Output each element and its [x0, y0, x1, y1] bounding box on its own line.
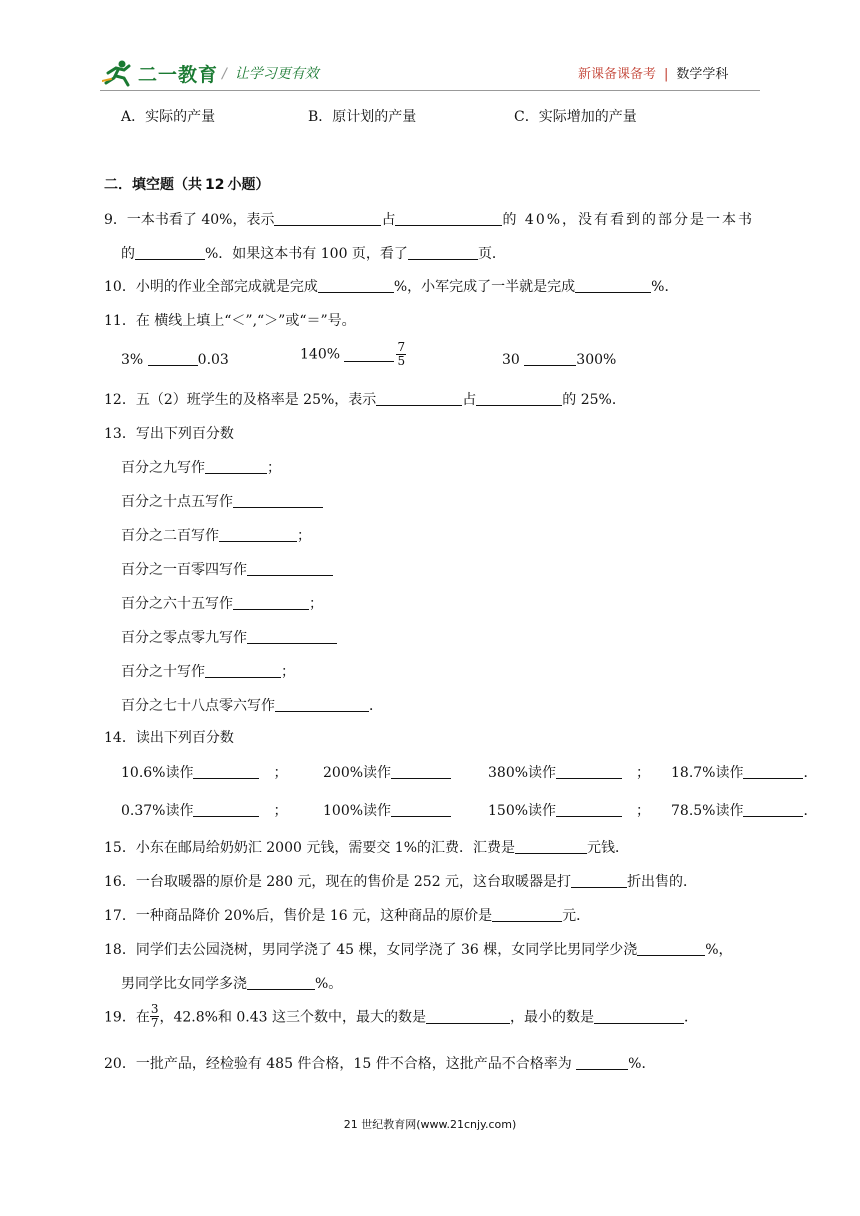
q13-item: [121, 661, 295, 681]
q14-item-label: 100%读作: [323, 803, 392, 819]
q14-item-label: 18.7%读作: [671, 765, 744, 781]
q13-item-label: 百分之十点五写作: [121, 494, 233, 510]
q14-item-blank[interactable]: [743, 764, 803, 779]
q14-item-end: ；: [273, 803, 288, 819]
question-13-title: 13．写出下列百分数: [104, 426, 234, 442]
q13-item-blank[interactable]: [205, 459, 267, 474]
q10-blank-1[interactable]: [318, 278, 394, 293]
q14-item-blank[interactable]: [193, 802, 259, 817]
q14-item-label: 150%读作: [488, 803, 557, 819]
question-20: 20．一批产品，经检验有 485 件合格，15 件不合格，这批产品不合格率为 %．: [104, 1056, 656, 1072]
q10-blank-2[interactable]: [575, 278, 651, 293]
q14-item-end: ；: [636, 803, 651, 819]
header-slogan: / 让学习更有效: [222, 66, 319, 82]
running-man-logo-icon: [102, 59, 134, 87]
q14-item-blank[interactable]: [391, 802, 451, 817]
q11-blank-1[interactable]: [148, 351, 198, 366]
q14-item-end: ；: [636, 765, 651, 781]
q13-item: [121, 457, 281, 477]
q13-item-end: ；: [281, 664, 295, 680]
q14-item-label: 0.37%读作: [121, 803, 194, 819]
question-11: 11．在 横线上填上“＜”,“＞”或“＝”号。: [104, 313, 356, 329]
q11-blank-3[interactable]: [524, 351, 576, 366]
section-title: 二．填空题（共 12 小题）: [104, 177, 270, 193]
question-9-line-2: 的 %．如果这本书有 100 页，看了 页．: [121, 246, 506, 262]
q14-item: [671, 762, 817, 782]
header-right: [578, 63, 728, 82]
header-separator: |: [664, 67, 669, 82]
q14-item-blank[interactable]: [193, 764, 259, 779]
q13-item: [121, 695, 383, 715]
q8-option-c: C．实际增加的产量: [514, 109, 637, 125]
question-14-title: 14．读出下列百分数: [104, 730, 234, 746]
q18-blank-1[interactable]: [637, 941, 705, 956]
q13-item-blank[interactable]: [233, 493, 323, 508]
q11-compare-1: 3% 0.03: [121, 352, 229, 368]
q13-item: [121, 559, 333, 579]
q8-option-b: B．原计划的产量: [308, 109, 417, 125]
q14-item-label: 78.5%读作: [671, 803, 744, 819]
q9-blank-4[interactable]: [408, 245, 478, 260]
question-16: 16．一台取暖器的原价是 280 元，现在的售价是 252 元，这台取暖器是打 折出售的．: [104, 874, 698, 890]
question-18-line-2: 男同学比女同学多浇 %。: [121, 976, 343, 992]
q14-item-blank[interactable]: [743, 802, 803, 817]
q13-item-label: 百分之七十八点零六写作: [121, 698, 275, 714]
q13-item-label: 百分之六十五写作: [121, 596, 233, 612]
q19-fraction: $\frac{3}{7}$: [150, 1002, 159, 1030]
q14-item-blank[interactable]: [391, 764, 451, 779]
question-15: 15．小东在邮局给奶奶汇 2000 元钱，需要交 1%的汇费．汇费是 元钱．: [104, 840, 630, 856]
q13-item-end: ；: [267, 460, 281, 476]
q20-blank[interactable]: [576, 1055, 628, 1070]
q16-blank[interactable]: [571, 873, 627, 888]
q11-blank-2[interactable]: [344, 347, 394, 362]
q13-item-label: 百分之十写作: [121, 664, 205, 680]
q14-item: [323, 800, 451, 820]
q13-item-blank[interactable]: [233, 595, 309, 610]
header-subject-b: 数学学科: [676, 67, 729, 82]
q9-blank-3[interactable]: [135, 245, 205, 260]
q14-item: [121, 762, 287, 782]
q11-fraction: $\frac{7}{5}$: [397, 340, 406, 368]
q19-blank-1[interactable]: [426, 1009, 510, 1024]
q13-item: [121, 627, 337, 647]
q14-item: [121, 800, 287, 820]
q12-blank-2[interactable]: [476, 391, 562, 406]
q14-item-end: ．: [803, 803, 818, 819]
question-10: 10．小明的作业全部完成就是完成 %，小军完成了一半就是完成 %．: [104, 279, 679, 295]
q13-item: [121, 593, 323, 613]
header-divider: [100, 90, 760, 91]
q14-item-end: ；: [273, 765, 288, 781]
logo: [102, 58, 218, 88]
q14-item: [671, 800, 817, 820]
q8-option-a: A．实际的产量: [121, 109, 216, 125]
q14-item-end: ．: [803, 765, 818, 781]
q13-item-label: 百分之九写作: [121, 460, 205, 476]
q13-item: [121, 491, 323, 511]
q9-blank-2[interactable]: [395, 211, 502, 226]
q13-item-end: ；: [309, 596, 323, 612]
q13-item-blank[interactable]: [247, 561, 333, 576]
q13-item-label: 百分之二百写作: [121, 528, 219, 544]
q14-item: [488, 800, 650, 820]
question-12: 12．五（2）班学生的及格率是 25%，表示 占 的 25%．: [104, 392, 626, 408]
q13-item-end: ．: [369, 698, 383, 714]
question-18-line-1: 18．同学们去公园浇树，男同学浇了 45 棵，女同学浇了 36 棵，女同学比男同学少浇 %，: [104, 942, 733, 958]
question-19: 19．在 $\frac{3}{7}$ ，42.8%和 0.43 这三个数中，最大的数是 ，最小的数是 ．: [104, 1002, 699, 1030]
q13-item-end: ；: [297, 528, 311, 544]
q14-item-label: 380%读作: [488, 765, 557, 781]
q14-item-blank[interactable]: [556, 802, 622, 817]
q11-compare-2: 140% $\frac{7}{5}$: [300, 340, 406, 368]
q13-item-blank[interactable]: [247, 629, 337, 644]
q13-item-label: 百分之一百零四写作: [121, 562, 247, 578]
q15-blank[interactable]: [515, 839, 587, 854]
q17-blank[interactable]: [492, 907, 562, 922]
q13-item-label: 百分之零点零九写作: [121, 630, 247, 646]
header-subject-a: 新课备课备考: [578, 67, 657, 82]
q14-item-label: 200%读作: [323, 765, 392, 781]
q14-item: [488, 762, 650, 782]
q13-item-blank[interactable]: [219, 527, 297, 542]
question-9-line-1: 9．一本书看了 40%，表示 占 的 40%，没有看到的部分是一本书: [104, 212, 755, 228]
q12-blank-1[interactable]: [376, 391, 462, 406]
question-17: 17．一种商品降价 20%后，售价是 16 元，这种商品的原价是 元．: [104, 908, 591, 924]
q13-item-blank[interactable]: [275, 697, 369, 712]
q14-item: [323, 762, 451, 782]
logo-text: 二一教育: [138, 63, 219, 86]
q14-item-label: 10.6%读作: [121, 765, 194, 781]
q9-blank-1[interactable]: [274, 211, 381, 226]
q13-item: [121, 525, 311, 545]
page-footer: 21 世纪教育网(www.21cnjy.com): [343, 1118, 517, 1131]
q13-item-blank[interactable]: [205, 663, 281, 678]
q18-blank-2[interactable]: [247, 975, 315, 990]
q11-compare-3: 30 300%: [502, 352, 617, 368]
q19-blank-2[interactable]: [594, 1009, 684, 1024]
q14-item-blank[interactable]: [556, 764, 622, 779]
